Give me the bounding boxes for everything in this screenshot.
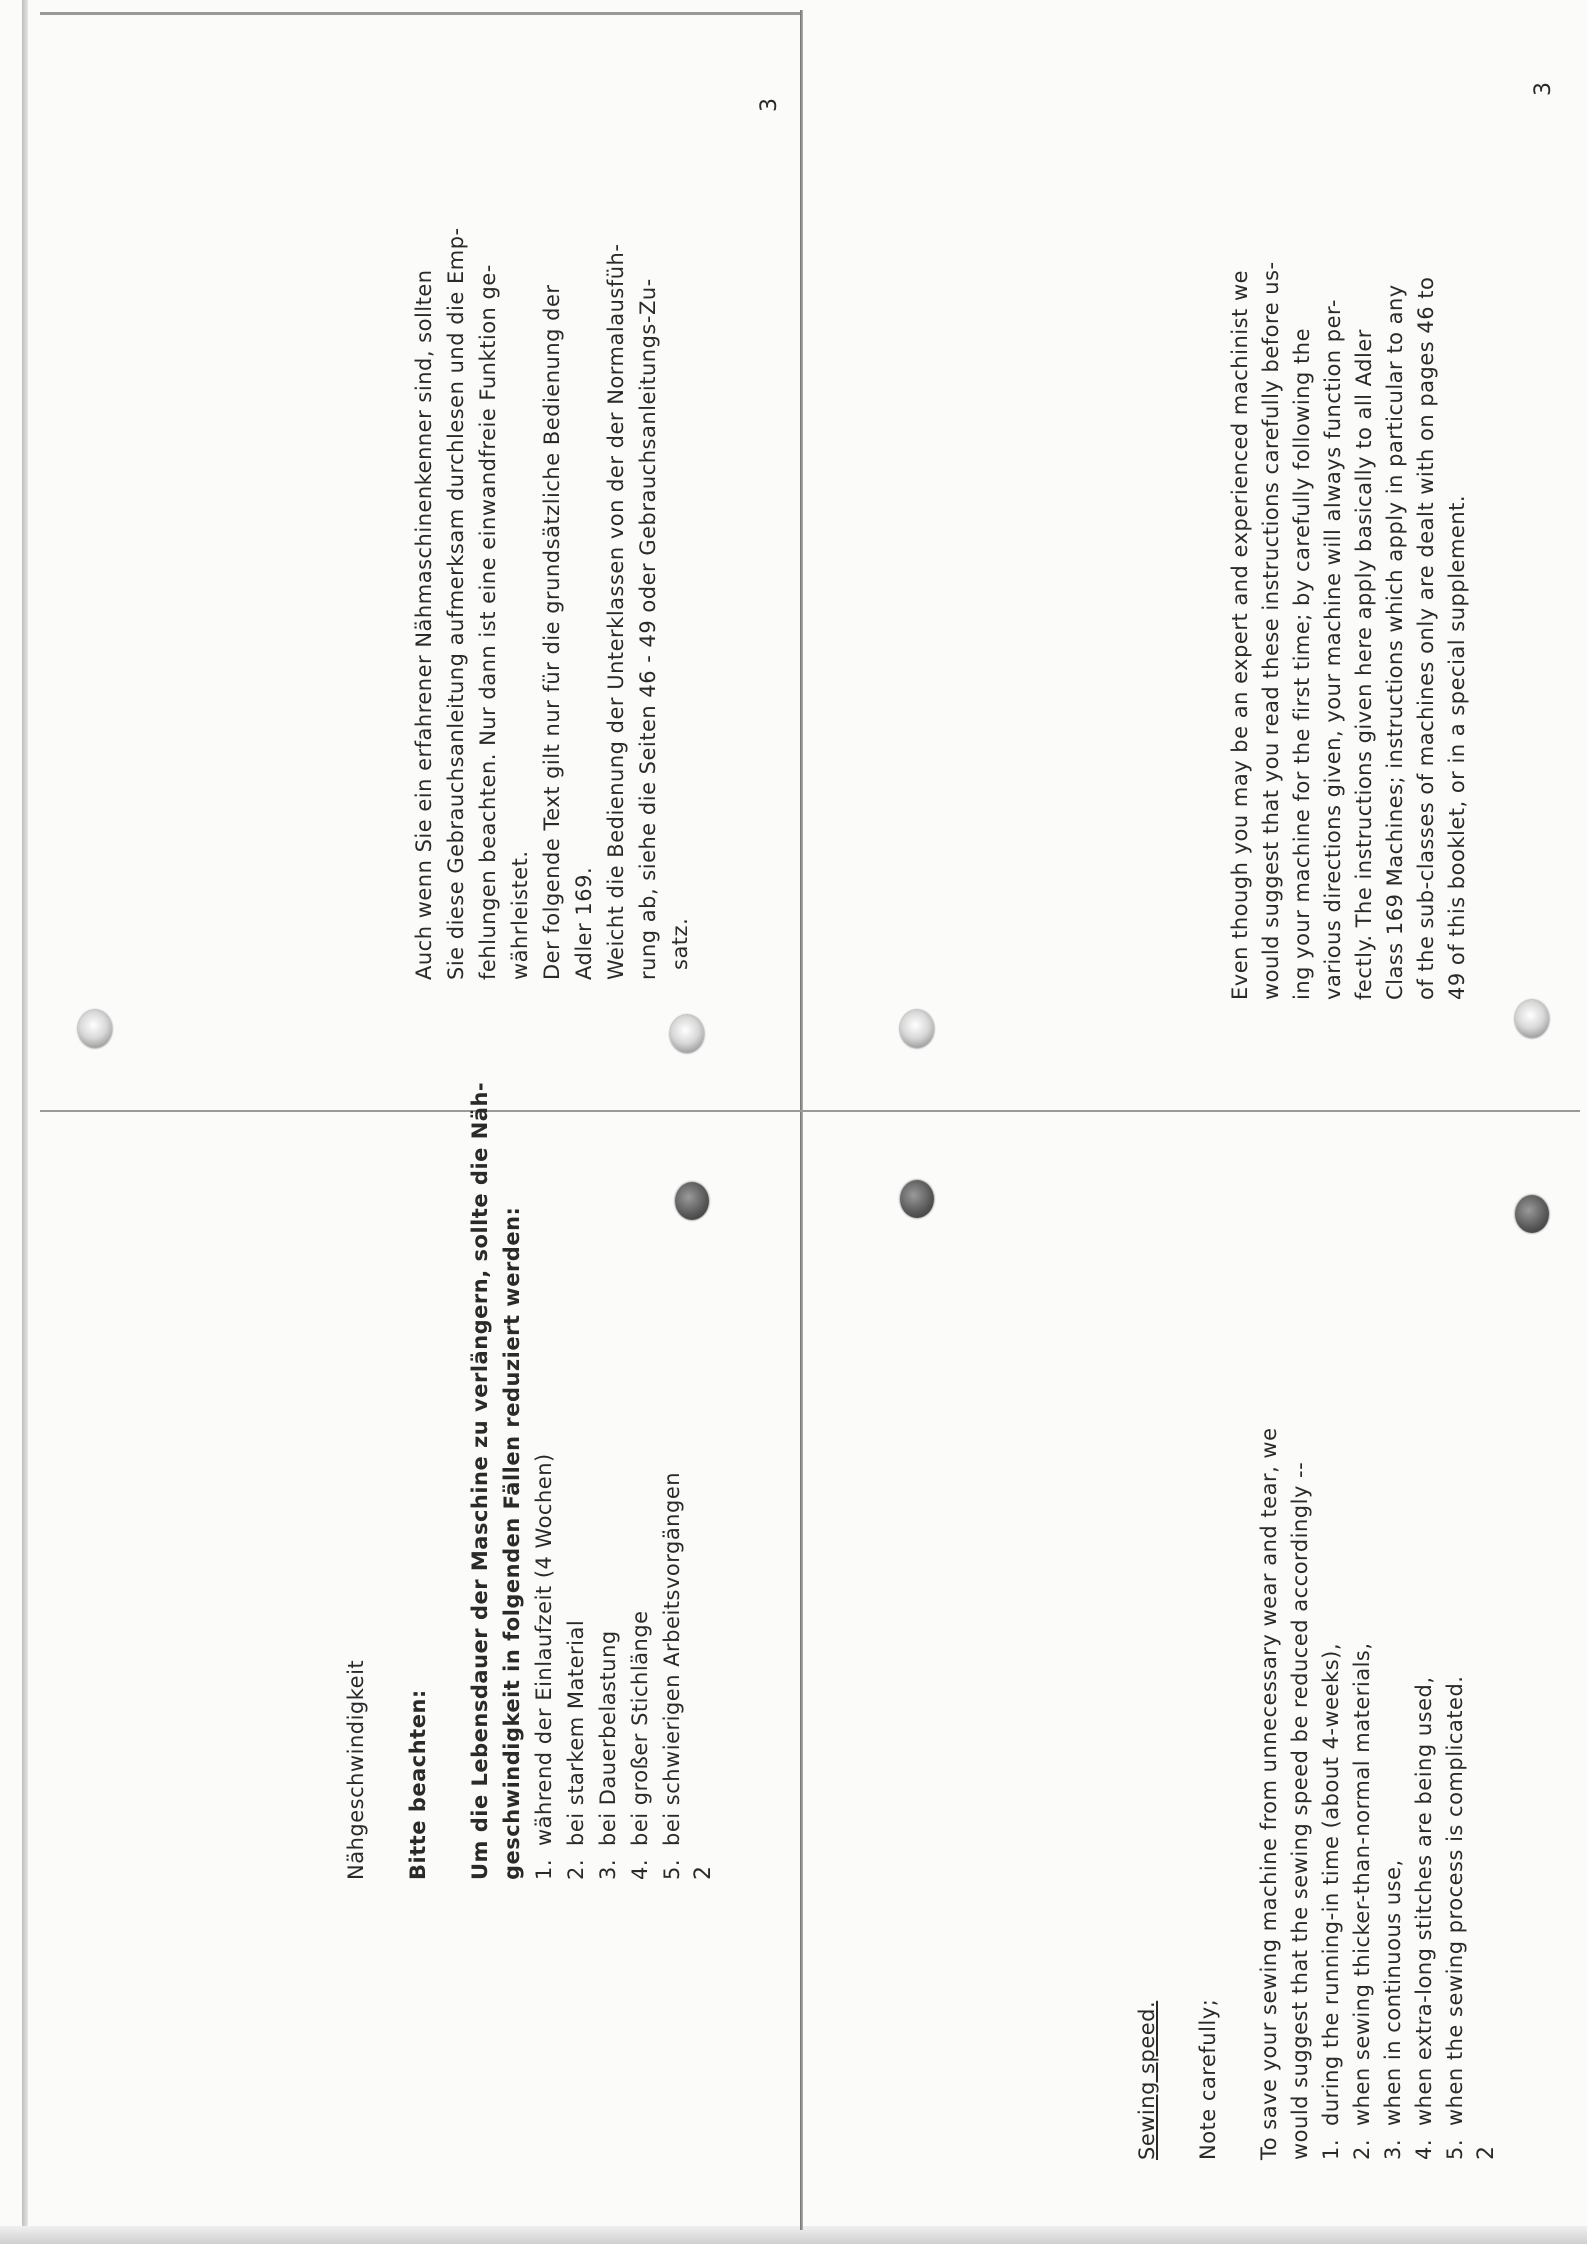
page-heading: Sewing speed. [1135,2000,1159,2160]
punch-hole [670,1015,704,1053]
list-item: 4.bei großer Stichlänge [628,1610,652,1880]
paragraph-line: Der folgende Text gilt nur für die grundsätzliche Bedienung der [540,284,564,980]
list-item: 2.bei starkem Material [564,1619,588,1880]
paragraph-line: Adler 169. [572,866,596,980]
list-item: 5.when the sewing process is complicated. [1443,1675,1467,2160]
paragraph-line: fectly. The instructions given here apply basically to all Adler [1352,329,1376,1000]
list-item: 3.bei Dauerbelastung [596,1630,620,1880]
page-heading: Nähgeschwindigkeit [344,1659,368,1880]
intro-line: Um die Lebensdauer der Maschine zu verlängern, sollte die Näh- [468,1081,492,1880]
paragraph-line: rung ab, siehe die Seiten 46 - 49 oder Gebrauchsanleitungs-Zu- [636,278,660,980]
fold-line-horizontal [40,1110,1580,1112]
list-item: 1.during the running-in time (about 4-weeks), [1319,1643,1343,2160]
page-number: 2 [691,1865,716,1880]
page-number: 3 [757,97,782,112]
paragraph-line: Weicht die Bedienung der Unterklassen von der der Normalausfüh- [604,243,628,980]
paragraph-line: of the sub-classes of machines only are dealt with on pages 46 to [1414,276,1438,1000]
page-number: 2 [1474,2145,1499,2160]
punch-hole [1515,1000,1549,1038]
paragraph-line: Auch wenn Sie ein erfahrener Nähmaschinenkenner sind, sollten [412,269,436,980]
note-label: Bitte beachten: [406,1689,430,1880]
panel-en-intro [1225,261,1473,1000]
punch-hole [78,1010,112,1048]
paragraph-line: satz. [668,917,692,970]
paragraph-line: fehlungen beachten. Nur dann ist eine einwandfreie Funktion ge- [476,264,500,980]
list-item: 4.when extra-long stitches are being used, [1412,1676,1436,2160]
paragraph-line: Even though you may be an expert and experienced machinist we [1228,269,1252,1000]
paragraph-line: Class 169 Machines; instructions which apply in particular to any [1383,284,1407,1000]
panel-de-intro [408,227,696,980]
paragraph-line: would suggest that you read these instructions carefully before us- [1259,261,1283,1000]
paragraph-line: ing your machine for the first time; by carefully following the [1290,327,1314,1000]
paragraph-line: various directions given, your machine will always function per- [1321,299,1345,1000]
intro-line: To save your sewing machine from unnecessary wear and tear, we [1257,1427,1281,2160]
punch-hole [1515,1195,1549,1233]
panel-de-sewing-speed [340,1082,720,1880]
list-item: 2.when sewing thicker-than-normal materials, [1350,1642,1374,2160]
punch-hole [900,1010,934,1048]
scan-edge-top [40,12,800,15]
list-item: 3.when in continuous use, [1381,1859,1405,2160]
paragraph-line: Sie diese Gebrauchsanleitung aufmerksam durchlesen und die Emp- [444,227,468,980]
intro-line: geschwindigkeit in folgenden Fällen reduziert werden: [500,1206,524,1880]
paragraph-line: 49 of this booklet, or in a special supplement. [1445,494,1469,1000]
list-item: 5.bei schwierigen Arbeitsvorgängen [660,1471,684,1880]
scan-edge-left [22,0,28,2244]
punch-hole [900,1180,934,1218]
fold-line-vertical [800,10,803,2230]
intro-line: would suggest that the sewing speed be reduced accordingly -- [1288,1461,1312,2160]
scan-edge-bottom [0,2226,1587,2244]
list-item: 1.während der Einlaufzeit (4 Wochen) [532,1453,556,1880]
panel-en-sewing-speed [1132,1427,1502,2160]
note-label: Note carefully; [1196,1998,1220,2160]
paragraph-line: währleistet. [508,850,532,980]
page-number: 3 [1531,81,1556,96]
